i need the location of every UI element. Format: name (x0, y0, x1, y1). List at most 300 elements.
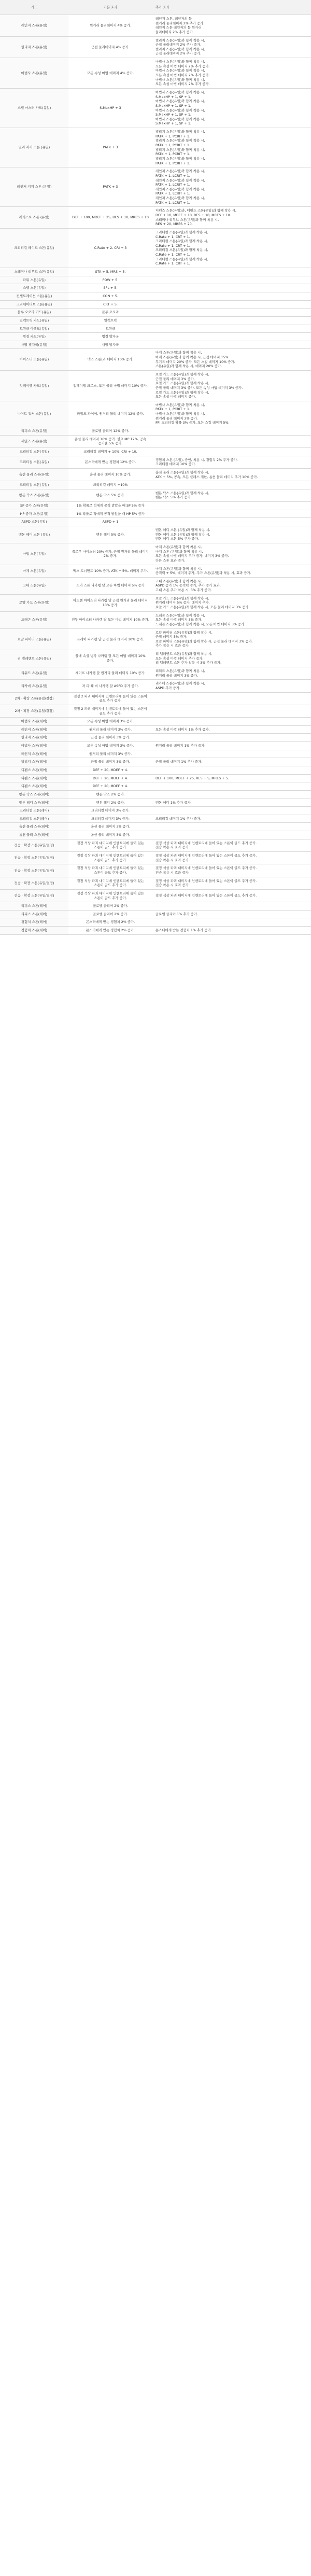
base-effect-cell: 옵션 물리 데미지 10% 증가. (68, 468, 152, 481)
extra-effect-line: 로열 가드 스톤(유일)과 함께 착용 시, (156, 372, 209, 376)
extra-effect-cell (152, 734, 311, 742)
extra-effect-line: PATK + 1, LCRIT + 1. (156, 183, 190, 187)
table-row (0, 349, 311, 371)
extra-effect-line: 다른 스톤 효과 증가. (156, 558, 186, 563)
extra-effect-cell (152, 750, 311, 758)
table-row (0, 927, 311, 935)
card-name-cell: 크리티컬 스톤(유일) (0, 481, 68, 489)
base-effect-cell: 플로우 마이스터 20% 증가, 근접 원거리 물리 데미지 2% 증가. (68, 543, 152, 565)
card-name-cell: 리피스 스톤(레어) (0, 902, 68, 911)
card-name-cell: 블루 오오라 카드(유일) (0, 309, 68, 317)
table-row (0, 910, 311, 918)
extra-effect-cell (152, 468, 311, 481)
extra-effect-line: 빌리지 스톤(유일)와 함께 착용 시, (156, 147, 205, 152)
card-name-cell: 마계 스톤(유일) (0, 565, 68, 577)
table-row (0, 167, 311, 207)
card-name-cell: SP 증가 스톤(유일) (0, 502, 68, 510)
base-effect-cell: 도가 스톤 나카렝 달 모든 마법 데미지 5% 증가 (68, 577, 152, 594)
extra-effect-line: 빌리지 스톤(유일)와 함께 착용 시, (156, 138, 205, 143)
extra-effect-line: 로얄 파이터 스톤(유일)과 함께 착용 시, 근접 물리 데미지 3% 증가. (156, 639, 253, 643)
extra-effect-line: 원거리 물리 데미지 2% 증가. (156, 416, 199, 421)
extra-effect-cell (152, 58, 311, 89)
extra-effect-line: 밴돈 헤디 스톤 (유일)과 함께 착용 시, (156, 532, 210, 537)
extra-effect-line: ATK + 5%, 공속, 모든 클래스 제한, 옵션 물리 데미지 추가 10% 증가. (156, 474, 258, 479)
base-effect-cell: 빙결 발자국 (68, 333, 152, 341)
card-name-cell: 디펜스 스톤(레어) (0, 766, 68, 775)
card-name-cell: 레인저 스톤(유일) (0, 15, 68, 37)
card-name-cell: 빌리지 스톤(레어) (0, 758, 68, 766)
extra-effect-line: 마법사 스톤(유일)와 함께 착용 시, (156, 60, 205, 64)
card-name-cell: 밴돈 닥스 스톤(레어) (0, 790, 68, 799)
extra-effect-line: 원거리 물리 데미지 1% 추가 증가. (156, 744, 206, 748)
card-name-cell: 컨센트레이션 스톤(유일) (0, 292, 68, 300)
extra-effect-line: 밴돈 헤디 1% 추가 증가. (156, 800, 192, 805)
extra-effect-line: 근접 물리 데미지 3% 증가, 모든 속성 마법 데미지 3% 증가. (156, 385, 243, 390)
table-row (0, 325, 311, 333)
base-effect-cell: 새빨 발자국 (68, 341, 152, 349)
base-effect-cell: STA + 5, MRS + 5. (68, 268, 152, 276)
table-row (0, 427, 311, 436)
base-effect-cell: 옵션 물리 데미지 10% 증가. 필요 MP 12%, 공속 증가율 5% 증가. (68, 435, 152, 447)
table-row (0, 481, 311, 489)
base-effect-cell: 저 파 쇄 비 나카렝 달 ASPD 추가 증가. (68, 680, 152, 692)
table-header-row (0, 0, 311, 15)
extra-effect-line: 레인저 스톤 레인저의 돌 원거리 (156, 25, 202, 30)
base-effect-cell: 몬스터에게 받는 경험치 2% 증가. (68, 927, 152, 935)
extra-effect-cell (152, 276, 311, 284)
extra-effect-line: 몬스터에게 받는 경험치 1% 추가 증가. (156, 928, 212, 933)
extra-effect-line: 로열 가드 스톤(유일)과 함께 착용 시, (156, 390, 209, 395)
base-effect-cell: 블루 오오라 (68, 309, 152, 317)
card-name-cell: 리피스 스톤(레어) (0, 910, 68, 918)
extra-effect-cell (152, 36, 311, 58)
extra-effect-line: PATK + 1, LCRIT + 1. (156, 191, 190, 196)
card-name-cell: 고대 스톤(유일) (0, 577, 68, 594)
header-card: 카드 (0, 0, 68, 15)
table-row (0, 815, 311, 823)
card-name-cell: HP 증가 스톤(유일) (0, 510, 68, 518)
table-row (0, 864, 311, 877)
extra-effect-line: DEF + 100, MDEF + 25, RES + 5, MRES + 5. (156, 776, 229, 780)
base-effect-cell: C.Rate + 2, CRI + 3 (68, 228, 152, 268)
base-effect-cell: 모든 속성 마법 데미지 4% 증가. (68, 58, 152, 89)
extra-effect-cell (152, 447, 311, 456)
base-effect-cell: 크리티컬 데미지 + 10%, CRI + 10. (68, 447, 152, 456)
extra-effect-cell (152, 268, 311, 276)
extra-effect-cell (152, 543, 311, 565)
table-row (0, 594, 311, 611)
extra-effect-line: 골로벨 클리어 1% 추가 증가. (156, 912, 199, 916)
base-effect-cell: DEF + 20, MDEF + 4. (68, 766, 152, 775)
card-name-cell: 트윈클 아젤드(유일) (0, 325, 68, 333)
extra-effect-cell (152, 510, 311, 518)
extra-effect-line: 전승 착용 시 효과 증가. (156, 883, 190, 888)
table-row (0, 782, 311, 791)
extra-effect-cell (152, 918, 311, 927)
extra-effect-cell (152, 594, 311, 611)
base-effect-cell: 플에 속성 냉각 나카렝 달 모든 마법 데미지 10% 증가. (68, 650, 152, 667)
extra-effect-cell (152, 910, 311, 918)
extra-effect-line: C.Rate + 1, CRT + 1. (156, 253, 190, 257)
extra-effect-line: 밴돈 닥스 5% 추가 증가. (156, 495, 192, 500)
extra-effect-line: 로얄 가드 스톤(유일)과 함께 착용 시, (156, 596, 209, 600)
card-name-cell: 디펜스 스톤(레어) (0, 774, 68, 782)
extra-effect-line: ASPD 추가 증가. (156, 685, 180, 690)
card-name-cell: 리 엘레멘트 스톤(유일) (0, 650, 68, 667)
extra-effect-cell (152, 807, 311, 815)
extra-effect-line: 밴돈 닥스 스톤(유일)과 함께 착용 시, (156, 491, 209, 495)
extra-effect-cell (152, 742, 311, 750)
base-effect-cell: 크리티컬 데미지 +10% (68, 481, 152, 489)
table-row (0, 750, 311, 758)
table-row (0, 742, 311, 750)
card-name-cell: 나이트 워커 스톤(유일) (0, 401, 68, 427)
base-effect-cell: 골로벨 클리어 2% 증가. (68, 910, 152, 918)
extra-effect-line: S.MaxHP + 1, SP + 1. (156, 121, 191, 126)
card-name-cell: 크리티컬 스톤(레어) (0, 807, 68, 815)
table-row (0, 371, 311, 401)
extra-effect-line: 전승 착용 시 효과 증가. (156, 870, 190, 875)
extra-effect-cell (152, 864, 311, 877)
extra-effect-cell (152, 456, 311, 468)
card-name-cell: 스펠 스톤(유일) (0, 284, 68, 292)
base-effect-cell: POW + 5. (68, 276, 152, 284)
table-row (0, 316, 311, 325)
card-name-cell: 빌리지 스톤(레어) (0, 734, 68, 742)
table-row (0, 36, 311, 58)
table-row (0, 435, 311, 447)
base-effect-cell: 파일드 파이어, 원거리 물리 데미지 12% 증가. (68, 401, 152, 427)
extra-effect-line: 레인저 스톤(유일)와 함께 착용 시, (156, 178, 205, 183)
extra-effect-line: 근접 물리 데미지 1% 추가 증가. (156, 760, 203, 764)
extra-effect-line: 빌리지 스톤(유일)와 함께 착용 시, (156, 38, 205, 43)
base-effect-cell: CON + 5. (68, 292, 152, 300)
extra-effect-cell (152, 766, 311, 775)
extra-effect-line: 로얄 파이터 스톤(유일)과 함께 착용 시, (156, 630, 213, 635)
card-name-cell: 디펜스 스톤(레어) (0, 782, 68, 791)
card-name-cell: 2차 · 확장 스톤(유일/결정) (0, 692, 68, 705)
base-effect-cell: 밴돈 헤디 5% 증가. (68, 526, 152, 543)
card-name-cell: 경험치 스톤(레어) (0, 918, 68, 927)
card-name-cell: 빌리지 스톤(유일) (0, 36, 68, 58)
extra-effect-cell (152, 228, 311, 268)
extra-effect-cell (152, 128, 311, 167)
extra-effect-line: 추가 착용 시 효과 증가. (156, 643, 190, 648)
table-row (0, 58, 311, 89)
table-body (0, 15, 311, 935)
table-row (0, 292, 311, 300)
card-name-cell: 전승 · 확장 스톤(유일/결정) (0, 877, 68, 889)
extra-effect-cell (152, 481, 311, 489)
base-effect-cell: 결정 2 파괴 대미지에 인벤토리에 들어 있는 스톤이 골드 추가 증가. (68, 692, 152, 705)
extra-effect-line: 리 엘레멘트 스톤 추가 착용 시 3% 추가 증가. (156, 661, 222, 665)
extra-effect-line: 원거리 데미지 5% 증가, 데미지 추가. (156, 600, 210, 605)
extra-effect-cell (152, 650, 311, 667)
card-name-cell: 옵션 물리 스톤(레어) (0, 831, 68, 839)
extra-effect-cell (152, 790, 311, 799)
table-row (0, 839, 311, 851)
base-effect-cell: 결정 석상 파괴 대미지에 인벤토리에 들어 있는 스톤이 골드 추가 증가. (68, 864, 152, 877)
extra-effect-cell (152, 300, 311, 309)
card-name-cell: 2차 · 확장 스톤(유일/결정) (0, 705, 68, 717)
base-effect-cell: 원거리 물리 데미지 3% 증가. (68, 750, 152, 758)
extra-effect-line: PATK + 1, LCRIT + 1. (156, 173, 190, 178)
table-row (0, 489, 311, 501)
table-row (0, 734, 311, 742)
table-row (0, 341, 311, 349)
extra-effect-line: 마계 스톤(유일)과 함께 착용 시, (156, 351, 202, 355)
extra-effect-line: 마법사 스톤(유일)과 함께 착용 시, (156, 412, 205, 416)
base-effect-cell: 몬스터에게 받는 경험치 2% 증가. (68, 918, 152, 927)
card-name-cell: 전승 · 확장 스톤(유일/결정) (0, 852, 68, 864)
table-row (0, 128, 311, 167)
base-effect-cell: 세이프 나카렝 달 원거리 물리 데미지 10% 증가. (68, 667, 152, 680)
extra-effect-cell (152, 815, 311, 823)
table-row (0, 705, 311, 717)
card-name-cell: 마법사 스톤(레어) (0, 718, 68, 726)
base-effect-cell: DEF + 20, MDEF + 4. (68, 782, 152, 791)
base-effect-cell: 결정 2 파괴 대미지에 인벤토리에 들어 있는 스톤이 골드 추가 증가. (68, 705, 152, 717)
table-row (0, 823, 311, 831)
extra-effect-line: 결정 석상 파괴 대미지에 인벤토리에 들어 있는 스톤이 골드 추가 증가. (156, 878, 257, 883)
base-effect-cell: 크리티컬 데미지 3% 증가. (68, 815, 152, 823)
extra-effect-line: 원거리 물리 데미지 3% 증가. (156, 673, 199, 678)
base-effect-cell: 결정 석상 파괴 대미지에 인벤토리에 들어 있는 스톤이 골드 추가 증가. (68, 877, 152, 889)
extra-effect-cell (152, 628, 311, 650)
base-effect-cell: 트윈클 (68, 325, 152, 333)
extra-effect-line: 스태미나 리무브 스톤(유일)과 함께 착용 시, (156, 217, 219, 222)
card-name-cell: 마법사 스톤(유일) (0, 58, 68, 89)
card-name-cell: 리워드 스톤(유일) (0, 667, 68, 680)
base-effect-cell: 맥스 토너먼트 10% 증가, ATK + 5%, 데미지 추가. (68, 565, 152, 577)
base-effect-cell: 1% 확률로 적에게 공격 받았을 때 HP 5% 증가 (68, 510, 152, 518)
card-name-cell: 업페이텔 카드(유일) (0, 371, 68, 401)
table-row (0, 518, 311, 526)
extra-effect-line: 결정 석상 파괴 대미지에 인벤토리에 들어 있는 스톤이 골드 추가 증가. (156, 841, 257, 845)
base-effect-cell: 근접 물리데미지 4% 증가. (68, 36, 152, 58)
extra-effect-cell (152, 489, 311, 501)
card-name-cell: 전승 · 확장 스톤(유일/결정) (0, 889, 68, 902)
extra-effect-cell (152, 333, 311, 341)
extra-effect-line: 밴돈 헤디 스톤 (유일)과 함께 착용 시, (156, 528, 210, 533)
base-effect-cell: 밴돈 닥스 2% 증가. (68, 790, 152, 799)
table-row (0, 790, 311, 799)
extra-effect-line: 빌리지 스톤(유일)와 함께 착용 시, (156, 47, 205, 51)
table-row (0, 758, 311, 766)
extra-effect-cell (152, 427, 311, 436)
extra-effect-line: 레인저 스톤(유일)와 함께 착용 시, (156, 187, 205, 191)
table-row (0, 502, 311, 510)
card-name-cell: 스펠 마스터 카드(유일) (0, 88, 68, 128)
extra-effect-line: 근접 물리데미지 2% 추가 증가. (156, 51, 202, 56)
header-extra-effect: 추가 효과 (152, 0, 311, 15)
extra-effect-line: 근접 물리데미지 2% 추가 증가. (156, 43, 202, 47)
extra-effect-line: 마법사 스톤(유일)와 함께 착용 시, (156, 77, 205, 82)
extra-effect-line: 마법사 스톤(유일)와 함께 착용 시, (156, 117, 205, 121)
card-name-cell: 레인저 스톤(레어) (0, 750, 68, 758)
extra-effect-line: 모든 속성 마법 데미지 3% 증가. (156, 618, 203, 622)
extra-effect-line: 스톤(유일)과 함께 착용 시, 데미지 20% 증가. (156, 364, 222, 369)
extra-effect-line: 근접 물리 데미지 3% 증가. (156, 376, 195, 381)
extra-effect-cell (152, 207, 311, 229)
extra-effect-cell (152, 902, 311, 911)
table-row (0, 309, 311, 317)
base-effect-cell: 밴돈 닥스 5% 증가. (68, 489, 152, 501)
extra-effect-cell (152, 680, 311, 692)
card-name-cell: 세일즈 스톤(유일) (0, 435, 68, 447)
card-name-cell: 로얄 파이터 스톤(유일) (0, 628, 68, 650)
table-row (0, 718, 311, 726)
card-name-cell: 옵션 물리 스톤(유일) (0, 468, 68, 481)
extra-effect-line: 크리티컬 스톤(유일)과 함께 착용 시, (156, 257, 208, 261)
extra-effect-line: 리 엘레멘트 스톤(유일)과 함께 착용 시, (156, 652, 213, 656)
table-row (0, 510, 311, 518)
table-row (0, 852, 311, 864)
extra-effect-cell (152, 692, 311, 705)
base-effect-cell: 프레이 나카렝 달 근접 물리 데미지 10% 증가. (68, 628, 152, 650)
extra-effect-line: 마계 스톤 (유일)과 함께 착용 시, (156, 549, 203, 554)
extra-effect-line: PATK + 1, LCRIT + 1. (156, 200, 190, 205)
table-row (0, 577, 311, 594)
table-row (0, 456, 311, 468)
table-row (0, 692, 311, 705)
extra-effect-cell (152, 927, 311, 935)
extra-effect-line: 리워드 스톤(유일)과 함께 착용 시, (156, 669, 205, 674)
table-row (0, 268, 311, 276)
card-name-cell: 레인저 스톤(레어) (0, 725, 68, 734)
extra-effect-cell (152, 88, 311, 128)
table-row (0, 284, 311, 292)
extra-effect-cell (152, 852, 311, 864)
base-effect-cell: 원거리 물리 데미지 3% 증가. (68, 725, 152, 734)
extra-effect-line: 크리티컬 데미지 1% 추가 증가. (156, 816, 202, 821)
card-name-cell: 크리티컬 스톤(유일) (0, 447, 68, 456)
extra-effect-cell (152, 839, 311, 851)
extra-effect-cell (152, 435, 311, 447)
extra-effect-cell (152, 889, 311, 902)
table-row (0, 725, 311, 734)
extra-effect-cell (152, 782, 311, 791)
extra-effect-line: 크리티컬 스톤(유일)과 함께 착용 시, (156, 230, 208, 234)
table-row (0, 650, 311, 667)
extra-effect-line: 고대 스톤(유일)과 함께 착용 시, (156, 579, 202, 583)
base-effect-cell: DEF + 100, MDEF + 25, RES + 10, MRES + 10 (68, 207, 152, 229)
extra-effect-line: 레인저 스톤(유일)와 함께 착용 시, (156, 169, 205, 174)
extra-effect-line: 모든 속성 마법 데미지 1% 추가 증가. (156, 727, 210, 732)
table-row (0, 807, 311, 815)
table-row (0, 799, 311, 807)
card-name-cell: 리피스 스톤(유일) (0, 427, 68, 436)
extra-effect-line: 근접 데미지 5% 증가. (156, 635, 188, 639)
extra-effect-line: 결정 석상 파괴 대미지에 인벤토리에 들어 있는 스톤이 골드 추가 증가. (156, 866, 257, 871)
base-effect-cell: CRT + 5. (68, 300, 152, 309)
extra-effect-cell (152, 526, 311, 543)
extra-effect-line: 마계 스톤(유일)과 함께 착용 시, (156, 566, 202, 571)
extra-effect-line: 모든 속성 마법 데미지 추가 증가. (156, 656, 204, 661)
extra-effect-line: 마계 스톤(유일)과 함께 착용 시, (156, 544, 202, 549)
table-row (0, 333, 311, 341)
table-row (0, 877, 311, 889)
extra-effect-line: PFI 크리티컬 확률 3% 증가, 모든 스킬 데미지 5%. (156, 421, 230, 425)
card-name-cell: 크리티컬 스톤(유일) (0, 456, 68, 468)
card-name-cell: 경험치 스톤(레어) (0, 927, 68, 935)
extra-effect-line: 마법사 스톤(유일)와 함께 착용 시, (156, 99, 205, 104)
table-row (0, 766, 311, 775)
extra-effect-line: 빌리지 스톤(유일)와 함께 착용 시, (156, 130, 205, 134)
table-row (0, 88, 311, 128)
card-name-cell: 마이스터 스톤(유일) (0, 349, 68, 371)
extra-effect-line: PATK + 1, PCRIT + 1. (156, 407, 191, 412)
extra-effect-cell (152, 774, 311, 782)
extra-effect-cell (152, 401, 311, 427)
extra-effect-line: 전승 착용 시 효과 증가. (156, 845, 190, 850)
extra-effect-line: 빌리지 스톤(유일)와 함께 착용 시, (156, 156, 205, 161)
card-name-cell: 로얄 가드 스톤(유일) (0, 594, 68, 611)
base-effect-cell: SPL + 5. (68, 284, 152, 292)
base-effect-cell: 아드렌 마이스터 나카렝 달 근접 원거리 물리 데미지 10% 증가. (68, 594, 152, 611)
extra-effect-cell (152, 371, 311, 401)
table-row (0, 468, 311, 481)
table-row (0, 15, 311, 37)
extra-effect-line: 마계 스톤(유일)과 함께 착용 시, 근접 데미지 15%. (156, 355, 230, 360)
table-row (0, 300, 311, 309)
extra-effect-cell (152, 325, 311, 333)
table-row (0, 401, 311, 427)
extra-effect-line: 원거리 물리데미지 2% 추가 증가. (156, 21, 205, 25)
extra-effect-line: 크리티컬 스톤(유일)과 함께 착용 시, (156, 239, 208, 244)
extra-effect-line: C.Rate + 1, CRT + 1. (156, 261, 190, 266)
base-effect-cell: 골로벨 클리어 2% 증가. (68, 902, 152, 911)
extra-effect-line: 모든 속성 마법 데미지 추가 증가, 데미지 3% 증가. (156, 554, 229, 558)
table-row (0, 565, 311, 577)
extra-effect-cell (152, 725, 311, 734)
base-effect-cell: 옵션 물리 데미지 3% 증가. (68, 831, 152, 839)
extra-effect-line: DEF + 10, MDEF + 10, RES + 10, MRES + 10. (156, 213, 231, 217)
table-row (0, 831, 311, 839)
extra-effect-line: PATK + 1, PCRIT + 1. (156, 143, 191, 148)
extra-effect-cell (152, 799, 311, 807)
extra-effect-line: 경험치 스톤 (유일), 증인, 착용 시, 경험치 2% 추가 증가. (156, 457, 238, 462)
base-effect-cell: 골로벨 클리어 12% 증가. (68, 427, 152, 436)
extra-effect-cell (152, 565, 311, 577)
base-effect-cell: 모든 속성 마법 데미지 3% 증가. (68, 742, 152, 750)
extra-effect-cell (152, 705, 311, 717)
extra-effect-cell (152, 502, 311, 510)
base-effect-cell: 원거리 물리데미지 4% 증가. (68, 15, 152, 37)
extra-effect-line: 마법사 스톤(유일)와 함께 착용 시, (156, 90, 205, 94)
extra-effect-cell (152, 349, 311, 371)
base-effect-cell: 밴돈 헤디 2% 증가. (68, 799, 152, 807)
base-effect-cell: PATK + 3 (68, 167, 152, 207)
extra-effect-cell (152, 341, 311, 349)
card-name-cell: 전승 · 확장 스톤(유일/결정) (0, 864, 68, 877)
extra-effect-line: 드래곤 스톤(유일)과 함께 착용 시, 모든 마법 데미지 3% 증가. (156, 622, 246, 626)
base-effect-cell: 근접 물리 데미지 3% 증가. (68, 734, 152, 742)
extra-effect-line: 고대 스톤 추가 착용 시, 3% 추가 증가. (156, 588, 212, 593)
extra-effect-cell (152, 292, 311, 300)
extra-effect-line: PATK + 1, PCRIT + 1. (156, 161, 191, 165)
table-row (0, 207, 311, 229)
extra-effect-line: 모든 속성 마법 데미지 2% 추가 증가. (156, 73, 210, 78)
table-row (0, 526, 311, 543)
extra-effect-cell (152, 831, 311, 839)
card-name-cell: 밴돈 닥스 스톤(유일) (0, 489, 68, 501)
extra-effect-line: 모든 속성 마법 데미지 2% 추가 증가. (156, 82, 210, 87)
base-effect-cell: 일렉트릭 (68, 316, 152, 325)
extra-effect-line: 결정 석상 파괴 대미지에 인벤토리에 들어 있는 스톤이 골드 추가 증가. (156, 893, 257, 898)
extra-effect-line: C.Rate + 1, CRT + 1. (156, 234, 190, 239)
base-effect-cell: 결정 석상 파괴 대미지에 인벤토리에 들어 있는 스톤이 골드 추가 증가. (68, 889, 152, 902)
